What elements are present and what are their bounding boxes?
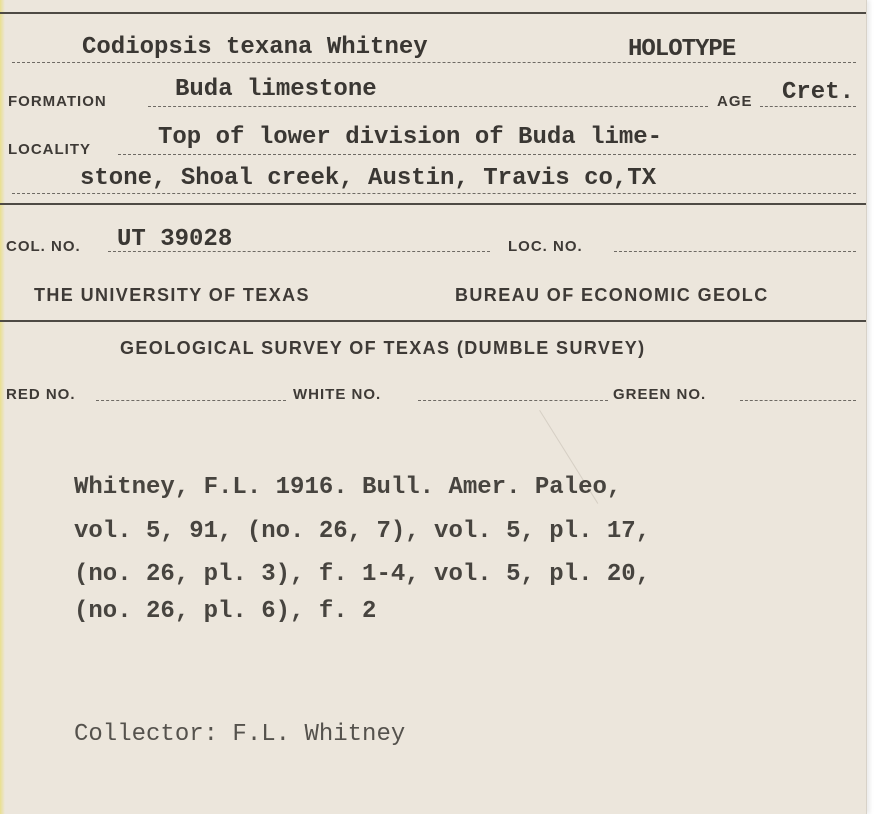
col-no-label: COL. NO. (6, 238, 81, 255)
age-line (760, 106, 856, 107)
collector-line: Collector: F.L. Whitney (74, 721, 406, 748)
locality-label: LOCALITY (8, 141, 91, 158)
citation-line-2: vol. 5, 91, (no. 26, 7), vol. 5, pl. 17, (74, 518, 651, 545)
age-label: AGE (717, 93, 753, 110)
green-no-label: GREEN NO. (613, 386, 707, 403)
section-rule-2 (0, 320, 866, 322)
citation-line-1: Whitney, F.L. 1916. Bull. Amer. Paleo, (74, 474, 622, 501)
bureau-name: BUREAU OF ECONOMIC GEOLC (455, 285, 769, 305)
card-edge-stain (0, 0, 5, 814)
green-no-line (740, 400, 856, 401)
white-no-label: WHITE NO. (293, 386, 382, 403)
formation-value: Buda limestone (175, 76, 377, 103)
locality-line-1: Top of lower division of Buda lime- (158, 124, 663, 151)
citation-line-4: (no. 26, pl. 6), f. 2 (74, 598, 377, 625)
loc-no-line (614, 251, 856, 252)
red-no-line (96, 400, 286, 401)
locality-line-a (118, 154, 856, 155)
university-name: THE UNIVERSITY OF TEXAS (34, 285, 310, 305)
survey-name: GEOLOGICAL SURVEY OF TEXAS (DUMBLE SURVEY) (120, 338, 646, 358)
formation-label: FORMATION (8, 93, 107, 110)
formation-line (148, 106, 708, 107)
citation-line-3: (no. 26, pl. 3), f. 1-4, vol. 5, pl. 20, (74, 561, 651, 588)
loc-no-label: LOC. NO. (508, 238, 583, 255)
type-status: HOLOTYPE (628, 36, 736, 63)
col-no-value: UT 39028 (117, 226, 233, 253)
white-no-line (418, 400, 608, 401)
section-rule-1 (0, 203, 866, 205)
locality-line-2: stone, Shoal creek, Austin, Travis co,TX (80, 165, 657, 192)
locality-line-b (12, 193, 856, 194)
title-line (12, 62, 856, 63)
age-value: Cret. (782, 79, 855, 106)
col-no-line (108, 251, 490, 252)
top-rule (0, 12, 866, 14)
species-name: Codiopsis texana Whitney (82, 34, 428, 61)
red-no-label: RED NO. (6, 386, 76, 403)
